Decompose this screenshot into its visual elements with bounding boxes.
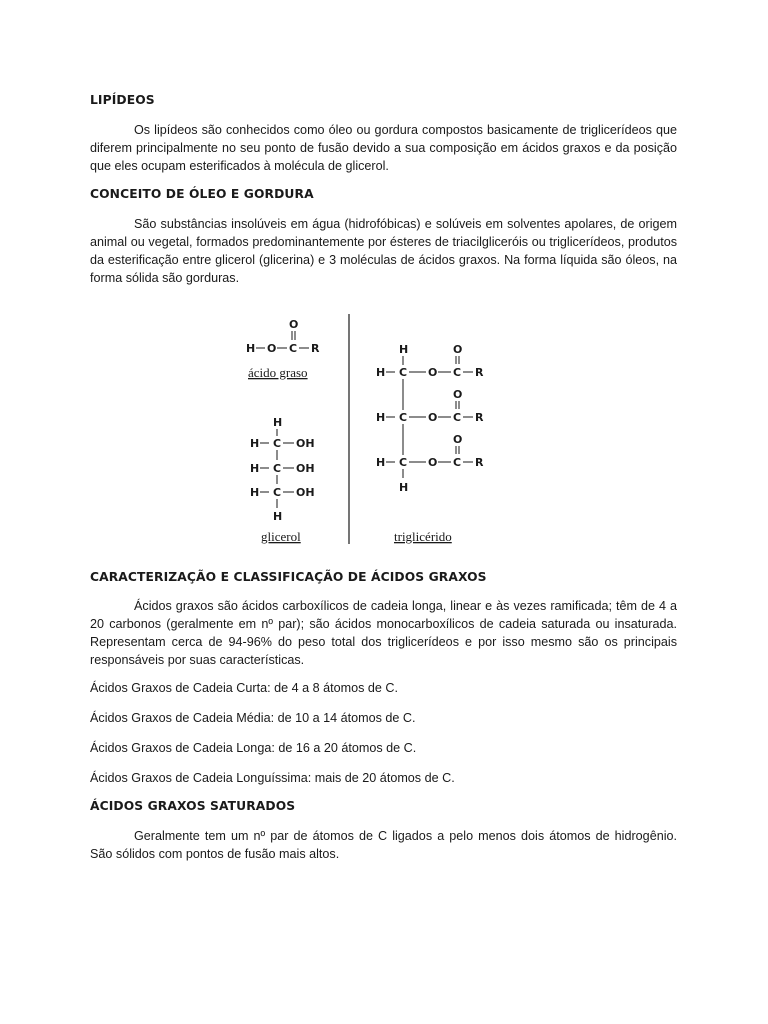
atom-h: H [250, 486, 260, 499]
atom-o: O [453, 343, 463, 356]
atom-o: O [289, 318, 299, 331]
list-item-cadeia-curta: Ácidos Graxos de Cadeia Curta: de 4 a 8 átomos de C. [90, 681, 399, 695]
atom-c: C [273, 486, 282, 499]
atom-h: H [399, 343, 409, 356]
atom-c: C [399, 456, 408, 469]
atom-o: O [428, 456, 438, 469]
caption-triglicerido: triglicérido [394, 529, 452, 544]
list-item-cadeia-longuissima: Ácidos Graxos de Cadeia Longuíssima: mais de 20 átomos de C. [90, 771, 455, 785]
atom-c: C [273, 437, 282, 450]
fatty-acid-structure [246, 318, 320, 355]
atom-r: R [475, 411, 484, 424]
triglyceride-structure [376, 343, 484, 494]
paragraph-caracterizacao: Ácidos graxos são ácidos carboxílicos de cadeia longa, linear e às vezes ramificada; têm de 4 a 20 carbonos (geralmente em nº par); são ácidos monocarboxílicos de cadeia saturada ou insaturada. Representam cerca de 94-96% do peso total dos triglicerídeos e por isso mesmo são os principais responsáveis por suas características. [90, 599, 677, 667]
paragraph-lipideos: Os lipídeos são conhecidos como óleo ou gordura compostos basicamente de triglicerídeos que diferem principalmente no seu ponto de fusão devido a sua composição em ácidos graxos e da posição que eles ocupam esterificados à molécula de glicerol. [90, 123, 677, 173]
atom-c: C [289, 342, 298, 355]
atom-h: H [246, 342, 256, 355]
atom-h: H [376, 411, 386, 424]
atom-c: C [399, 366, 408, 379]
atom-h: H [399, 481, 409, 494]
atom-h: H [376, 456, 386, 469]
glycerol-structure [250, 416, 315, 523]
atom-oh: OH [296, 437, 315, 450]
atom-oh: OH [296, 486, 315, 499]
structures-drawing [240, 312, 500, 548]
atom-c: C [453, 366, 462, 379]
atom-r: R [475, 456, 484, 469]
atom-h: H [250, 437, 260, 450]
atom-c: C [453, 411, 462, 424]
heading-lipideos: LIPÍDEOS [90, 93, 155, 107]
atom-r: R [475, 366, 484, 379]
atom-oh: OH [296, 462, 315, 475]
atom-o: O [453, 388, 463, 401]
atom-h: H [273, 416, 283, 429]
paragraph-saturados: Geralmente tem um nº par de átomos de C ligados a pelo menos dois átomos de hidrogênio. São sólidos com pontos de fusão mais altos. [90, 829, 677, 861]
heading-caracterizacao: CARACTERIZAÇÃO E CLASSIFICAÇÃO DE ÁCIDOS GRAXOS [90, 570, 487, 584]
paragraph-conceito: São substâncias insolúveis em água (hidrofóbicas) e solúveis em solventes apolares, de origem animal ou vegetal, formados predominantemente por ésteres de triacilgliceróis ou triglicerídeos, produtos da esterificação entre glicerol (glicerina) e 3 moléculas de ácidos graxos. Na forma líquida são óleos, na forma sólida são gorduras. [90, 217, 677, 285]
atom-h: H [273, 510, 283, 523]
caption-acido-graso: ácido graso [248, 365, 308, 380]
atom-o: O [267, 342, 277, 355]
heading-saturados: ÁCIDOS GRAXOS SATURADOS [90, 799, 296, 813]
atom-c: C [399, 411, 408, 424]
atom-r: R [311, 342, 320, 355]
atom-o: O [453, 433, 463, 446]
heading-conceito: CONCEITO DE ÓLEO E GORDURA [90, 187, 314, 201]
chemical-structures-figure [240, 312, 500, 548]
atom-h: H [250, 462, 260, 475]
atom-c: C [453, 456, 462, 469]
list-item-cadeia-longa: Ácidos Graxos de Cadeia Longa: de 16 a 20 átomos de C. [90, 741, 417, 755]
atom-c: C [273, 462, 282, 475]
atom-o: O [428, 366, 438, 379]
atom-h: H [376, 366, 386, 379]
list-item-cadeia-media: Ácidos Graxos de Cadeia Média: de 10 a 14 átomos de C. [90, 711, 416, 725]
caption-glicerol: glicerol [261, 529, 301, 544]
atom-o: O [428, 411, 438, 424]
